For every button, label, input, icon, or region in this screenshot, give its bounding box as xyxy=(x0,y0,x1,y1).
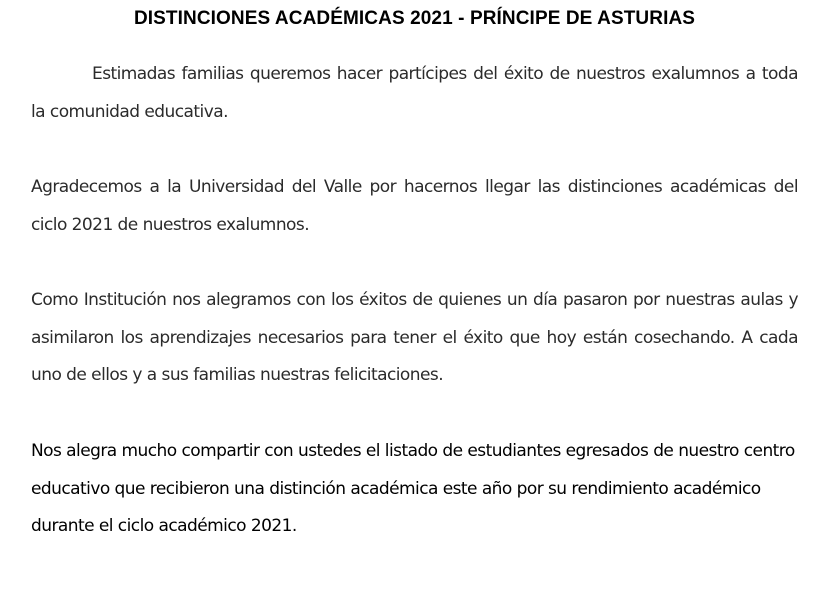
paragraph-thanks: Agradecemos a la Universidad del Valle por hacernos llegar las distinciones académicas del ciclo 2021 de nuestros exalumnos. xyxy=(31,177,798,235)
paragraph-list-announcement: Nos alegra mucho compartir con ustedes el listado de estudiantes egresados de nuestro centro educativo que recibieron una distinción académica este año por su rendimiento académico durante el ciclo académico 2021. xyxy=(31,441,795,536)
document-body xyxy=(31,0,798,536)
paragraph-intro: Estimadas familias queremos hacer partícipes del éxito de nuestros exalumnos a toda la comunidad educativa. xyxy=(31,64,798,122)
paragraph-congratulations: Como Institución nos alegramos con los éxitos de quienes un día pasaron por nuestras aulas y asimilaron los aprendizajes necesarios para tener el éxito que hoy están cosechando. A cada uno de ellos y a sus familias nuestras felicitaciones. xyxy=(31,290,798,385)
page-title: DISTINCIONES ACADÉMICAS 2021 - PRÍNCIPE DE ASTURIAS xyxy=(133,8,696,29)
